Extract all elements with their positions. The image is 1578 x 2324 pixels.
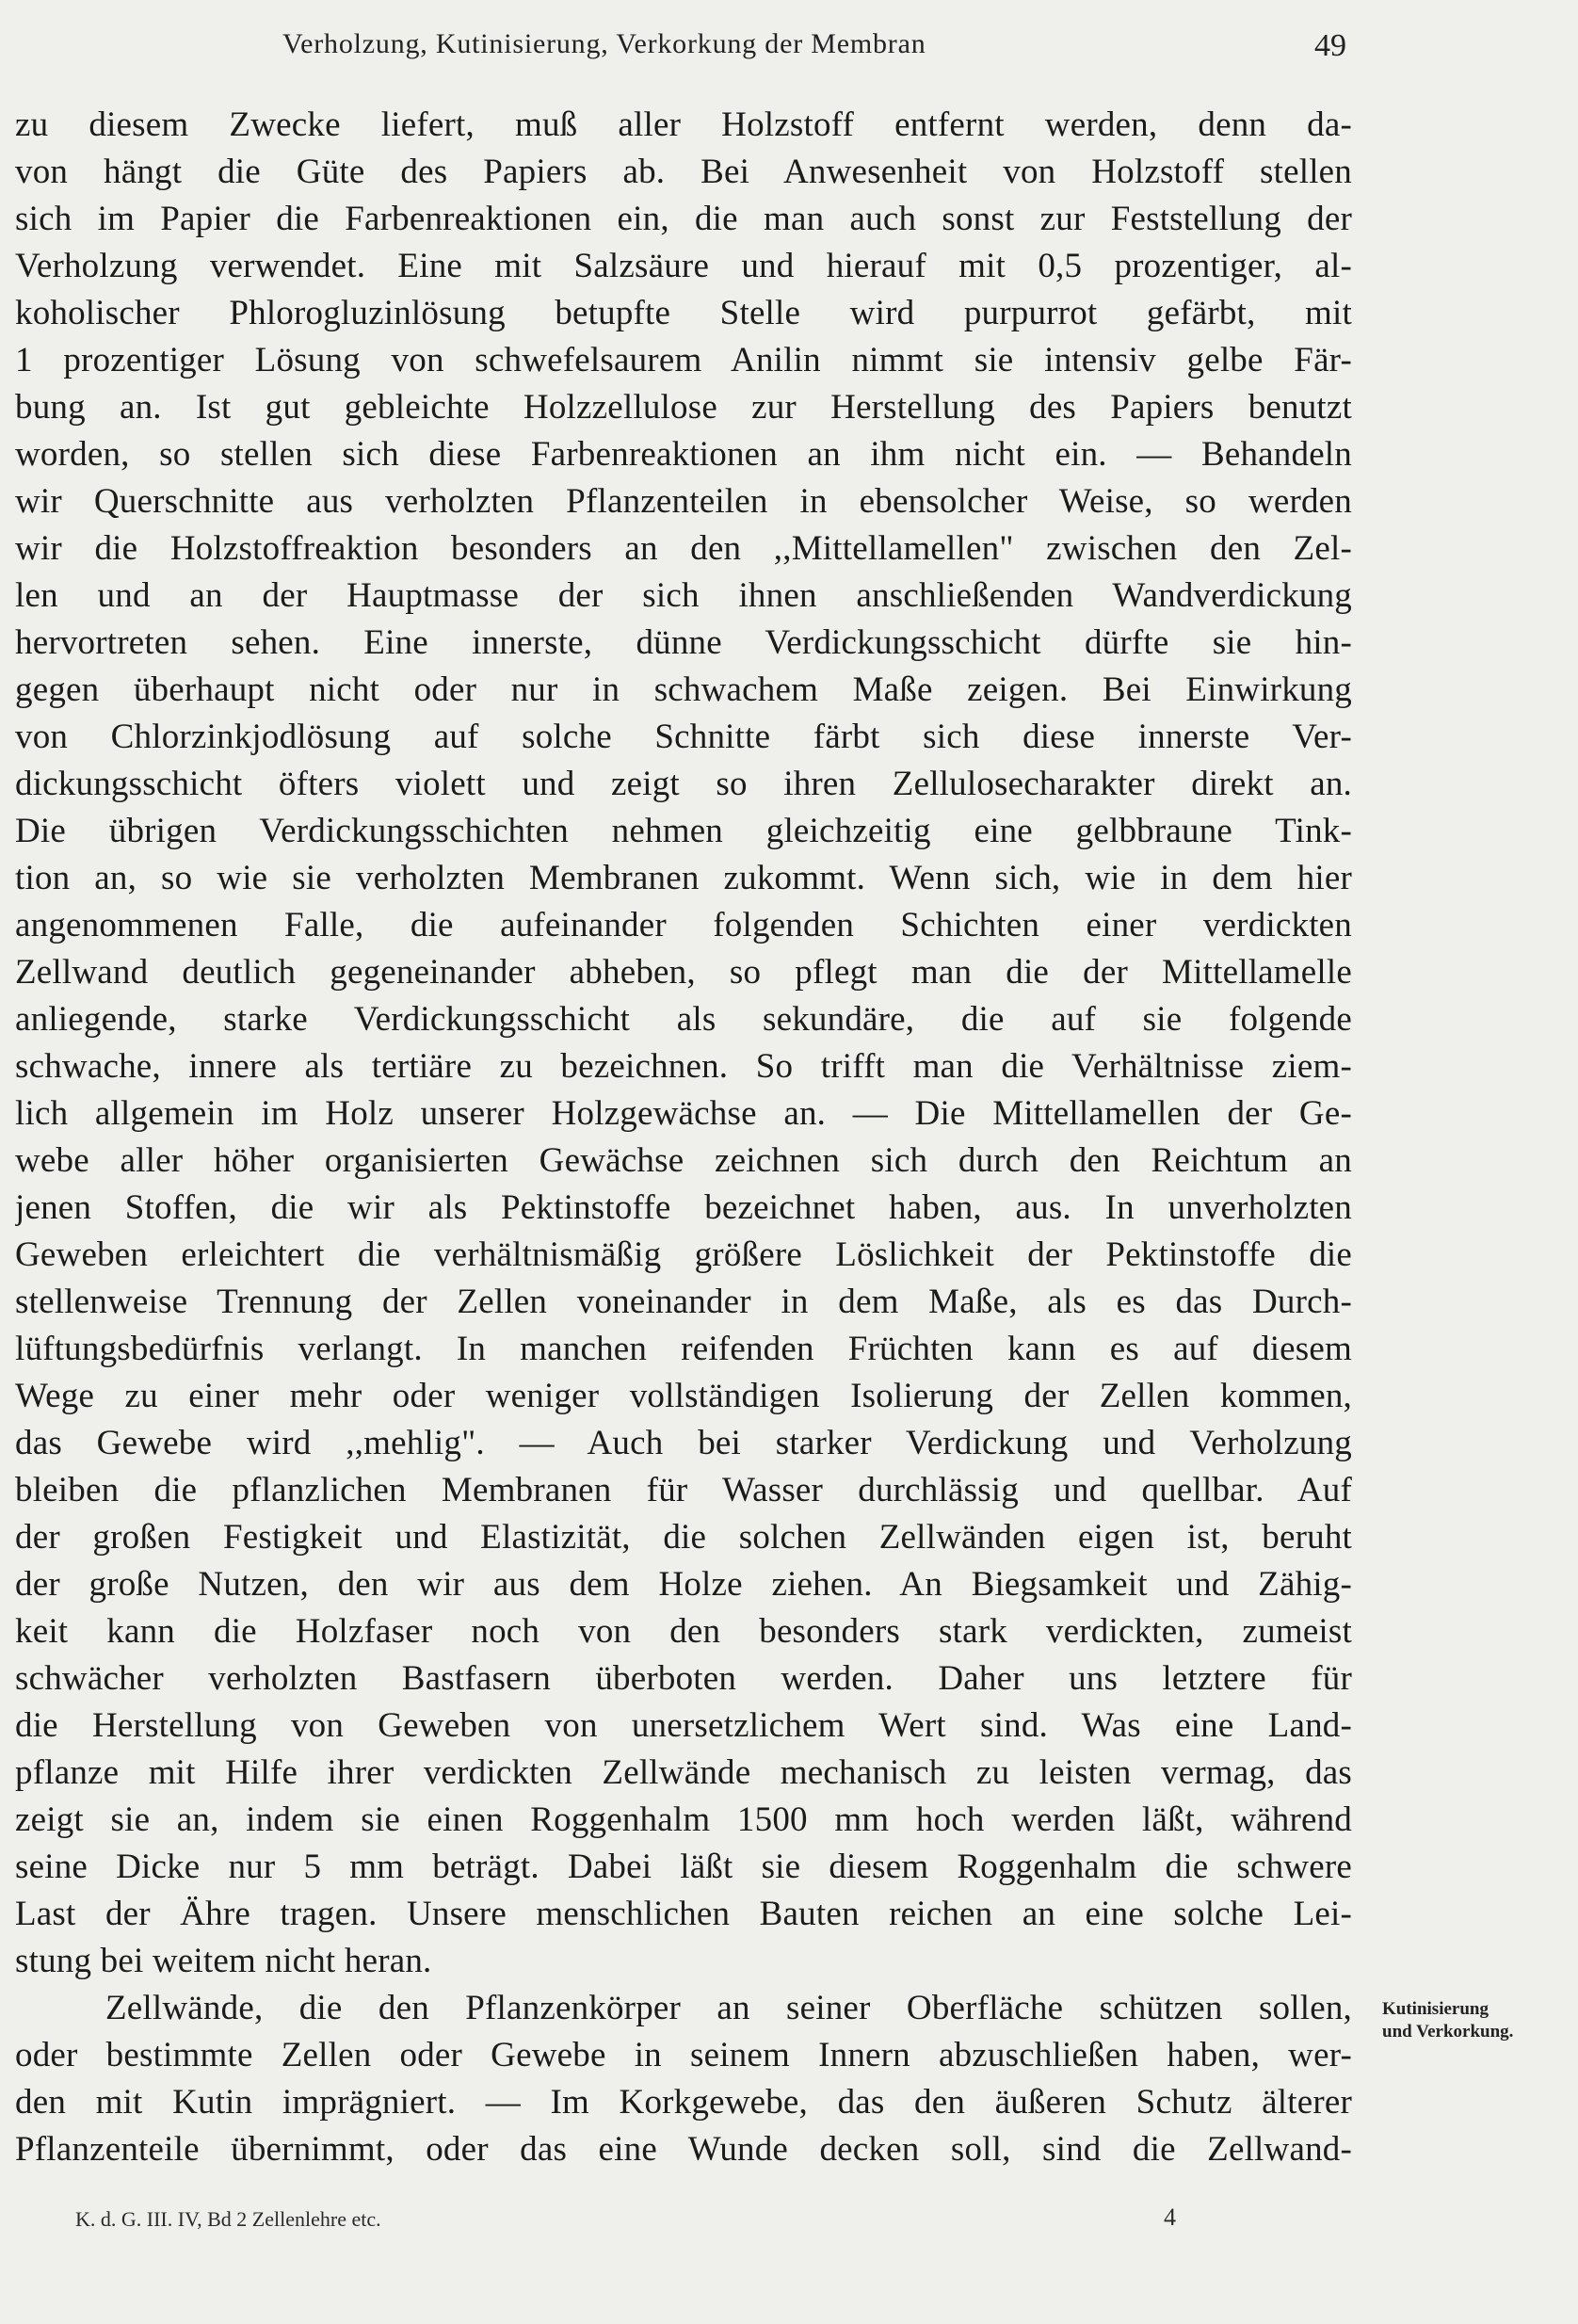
text-line: zeigt sie an, indem sie einen Roggenhalm 1500 mm hoch werden läßt, während [15, 1800, 1352, 1839]
text-line: 1 prozentiger Lösung von schwefelsaurem Anilin nimmt sie intensiv gelbe Fär- [15, 341, 1352, 379]
text-line: dickungsschicht öfters violett und zeigt so ihren Zellulosecharakter direkt an. [15, 765, 1352, 803]
text-line: Pflanzenteile übernimmt, oder das eine Wunde decken soll, sind die Zellwand- [15, 2130, 1352, 2169]
text-line: koholischer Phlorogluzinlösung betupfte Stelle wird purpurrot gefärbt, mit [15, 294, 1352, 332]
text-line: webe aller höher organisierten Gewächse zeichnen sich durch den Reichtum an [15, 1141, 1352, 1180]
text-line: worden, so stellen sich diese Farbenreaktionen an ihm nicht ein. — Behandeln [15, 435, 1352, 474]
margin-note-line: Kutinisierung [1382, 1999, 1489, 2019]
text-line: angenommenen Falle, die aufeinander folgenden Schichten einer verdickten [15, 906, 1352, 944]
footer-signature: K. d. G. III. IV, Bd 2 Zellenlehre etc. [75, 2207, 381, 2231]
text-line: schwächer verholzten Bastfasern überboten werden. Daher uns letztere für [15, 1659, 1352, 1698]
text-line: seine Dicke nur 5 mm beträgt. Dabei läßt sie diesem Roggenhalm die schwere [15, 1848, 1352, 1886]
body-text [15, 102, 1352, 2173]
text-line: stellenweise Trennung der Zellen voneinander in dem Maße, als es das Durch- [15, 1283, 1352, 1321]
text-line: Verholzung verwendet. Eine mit Salzsäure und hierauf mit 0,5 prozentiger, al- [15, 247, 1352, 285]
text-line: jenen Stoffen, die wir als Pektinstoffe bezeichnet haben, aus. In unverholzten [15, 1188, 1352, 1227]
margin-note-line: und Verkorkung. [1382, 2022, 1514, 2042]
text-line: len und an der Hauptmasse der sich ihnen anschließenden Wandverdickung [15, 576, 1352, 615]
text-line: gegen überhaupt nicht oder nur in schwachem Maße zeigen. Bei Einwirkung [15, 670, 1352, 709]
text-line: Die übrigen Verdickungsschichten nehmen gleichzeitig eine gelbbraune Tink- [15, 812, 1352, 850]
text-line: keit kann die Holzfaser noch von den besonders stark verdickten, zumeist [15, 1612, 1352, 1651]
text-line: Geweben erleichtert die verhältnismäßig größere Löslichkeit der Pektinstoffe die [15, 1235, 1352, 1274]
text-line: tion an, so wie sie verholzten Membranen zukommt. Wenn sich, wie in dem hier [15, 859, 1352, 897]
page-number: 49 [1314, 28, 1346, 63]
text-line: von Chlorzinkjodlösung auf solche Schnitte färbt sich diese innerste Ver- [15, 718, 1352, 756]
text-line: oder bestimmte Zellen oder Gewebe in seinem Innern abzuschließen haben, wer- [15, 2036, 1352, 2074]
text-line: lüftungsbedürfnis verlangt. In manchen reifenden Früchten kann es auf diesem [15, 1330, 1352, 1368]
footer-sheet-number: 4 [1164, 2203, 1176, 2231]
page-header [282, 28, 1365, 75]
text-line: von hängt die Güte des Papiers ab. Bei Anwesenheit von Holzstoff stellen [15, 153, 1352, 191]
text-line: das Gewebe wird ,,mehlig". — Auch bei starker Verdickung und Verholzung [15, 1424, 1352, 1462]
text-line: wir Querschnitte aus verholzten Pflanzenteilen in ebensolcher Weise, so werden [15, 482, 1352, 521]
text-line: der große Nutzen, den wir aus dem Holze ziehen. An Biegsamkeit und Zähig- [15, 1565, 1352, 1604]
text-line: die Herstellung von Geweben von unersetzlichem Wert sind. Was eine Land- [15, 1706, 1352, 1745]
text-line: sich im Papier die Farbenreaktionen ein, die man auch sonst zur Feststellung der [15, 200, 1352, 238]
paragraph-end-line: stung bei weitem nicht heran. [15, 1942, 432, 1980]
text-line: lich allgemein im Holz unserer Holzgewächse an. — Die Mittellamellen der Ge- [15, 1094, 1352, 1133]
text-line: Zellwand deutlich gegeneinander abheben, so pflegt man die der Mittellamelle [15, 953, 1352, 992]
text-line: den mit Kutin imprägniert. — Im Korkgewebe, das den äußeren Schutz älterer [15, 2083, 1352, 2122]
text-line: Wege zu einer mehr oder weniger vollständigen Isolierung der Zellen kommen, [15, 1377, 1352, 1415]
text-line: zu diesem Zwecke liefert, muß aller Holzstoff entfernt werden, denn da- [15, 105, 1352, 144]
text-line: anliegende, starke Verdickungsschicht als sekundäre, die auf sie folgende [15, 1000, 1352, 1039]
text-line: schwache, innere als tertiäre zu bezeichnen. So trifft man die Verhältnisse ziem- [15, 1047, 1352, 1086]
text-line: Last der Ähre tragen. Unsere menschlichen Bauten reichen an eine solche Lei- [15, 1895, 1352, 1933]
text-line: wir die Holzstoffreaktion besonders an den ,,Mittellamellen" zwischen den Zel- [15, 529, 1352, 568]
running-title: Verholzung, Kutinisierung, Verkorkung der Membran [282, 28, 926, 59]
paragraph-start-line: Zellwände, die den Pflanzenkörper an seiner Oberfläche schützen sollen, [105, 1989, 1352, 2027]
text-line: der großen Festigkeit und Elastizität, die solchen Zellwänden eigen ist, beruht [15, 1518, 1352, 1557]
text-line: pflanze mit Hilfe ihrer verdickten Zellwände mechanisch zu leisten vermag, das [15, 1753, 1352, 1792]
text-line: bleiben die pflanzlichen Membranen für Wasser durchlässig und quellbar. Auf [15, 1471, 1352, 1509]
text-line: hervortreten sehen. Eine innerste, dünne Verdickungsschicht dürfte sie hin- [15, 623, 1352, 662]
margin-note [1382, 1998, 1578, 2043]
text-line: bung an. Ist gut gebleichte Holzzellulose zur Herstellung des Papiers benutzt [15, 388, 1352, 427]
